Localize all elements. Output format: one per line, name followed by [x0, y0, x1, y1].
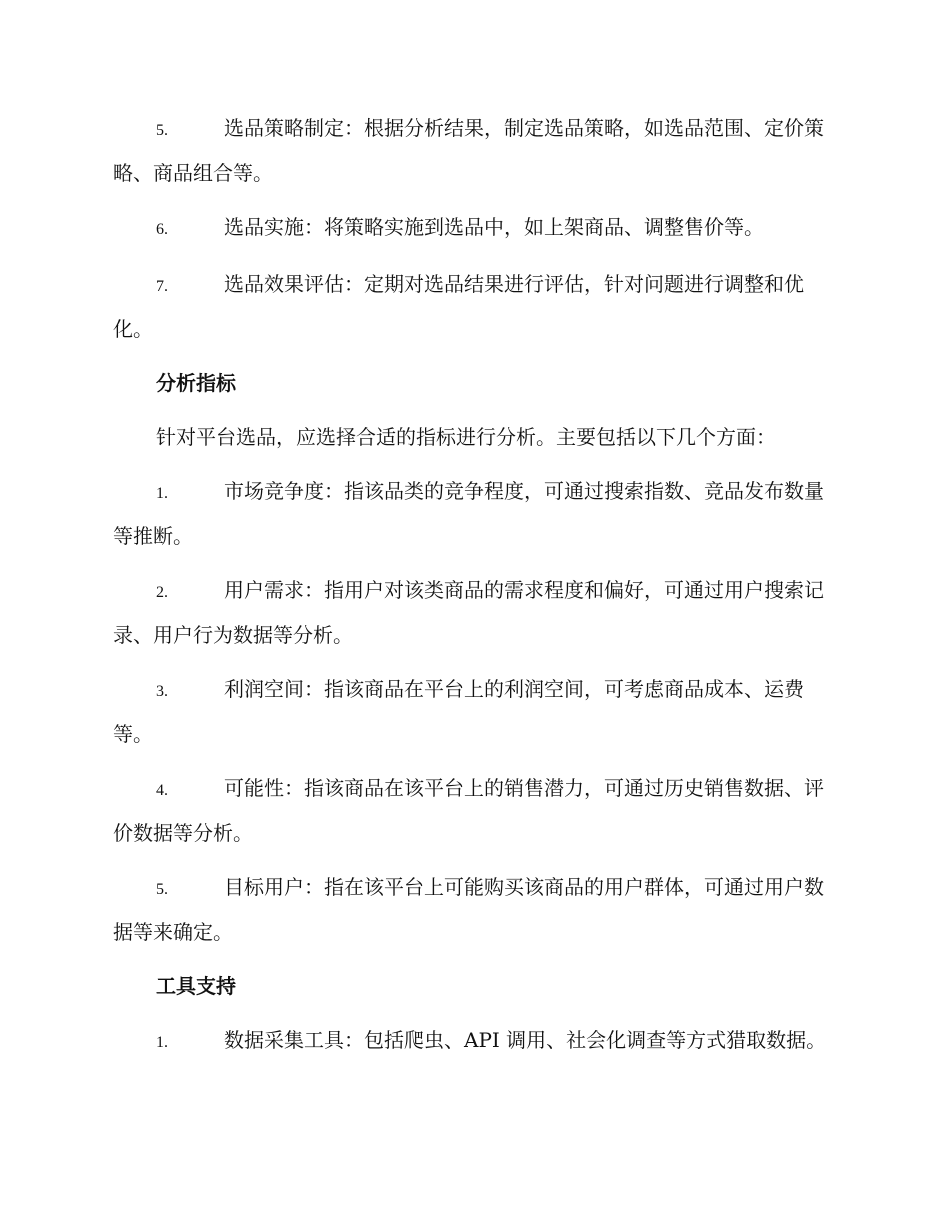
list-text: 市场竞争度：指该品类的竞争程度，可通过搜索指数、竞品发布数量等推断。	[113, 479, 824, 548]
list-number: 4.	[156, 782, 168, 799]
list-text: 选品实施：将策略实施到选品中，如上架商品、调整售价等。	[224, 215, 764, 239]
list-text: 用户需求：指用户对该类商品的需求程度和偏好，可通过用户搜索记录、用户行为数据等分析。	[113, 578, 824, 647]
list-text: 可能性：指该商品在该平台上的销售潜力，可通过历史销售数据、评价数据等分析。	[113, 776, 824, 845]
list-number: 5.	[156, 122, 168, 139]
list-item	[113, 470, 832, 557]
list-item	[113, 107, 832, 194]
list-text: 选品效果评估：定期对选品结果进行评估，针对问题进行调整和优化。	[113, 272, 804, 341]
list-number: 6.	[156, 221, 168, 238]
section-heading-metrics: 分析指标	[156, 371, 236, 395]
list-text: 利润空间：指该商品在平台上的利润空间，可考虑商品成本、运费等。	[113, 677, 804, 746]
list-number: 2.	[156, 584, 168, 601]
list-item	[113, 767, 832, 854]
list-item	[113, 569, 832, 656]
list-item	[113, 1019, 832, 1064]
list-number: 7.	[156, 278, 168, 295]
list-item	[113, 668, 832, 755]
list-text: 数据采集工具：包括爬虫、API 调用、社会化调查等方式猎取数据。	[224, 1028, 827, 1052]
list-number: 5.	[156, 881, 168, 898]
list-item	[113, 206, 832, 251]
section-heading-tools: 工具支持	[156, 974, 236, 998]
list-number: 3.	[156, 683, 168, 700]
list-text: 目标用户：指在该平台上可能购买该商品的用户群体，可通过用户数据等来确定。	[113, 875, 824, 944]
list-text: 选品策略制定：根据分析结果，制定选品策略，如选品范围、定价策略、商品组合等。	[113, 116, 824, 185]
metrics-intro: 针对平台选品，应选择合适的指标进行分析。主要包括以下几个方面：	[156, 425, 776, 449]
list-number: 1.	[156, 485, 168, 502]
list-item	[113, 866, 832, 953]
list-number: 1.	[156, 1034, 168, 1051]
list-item	[113, 263, 832, 350]
